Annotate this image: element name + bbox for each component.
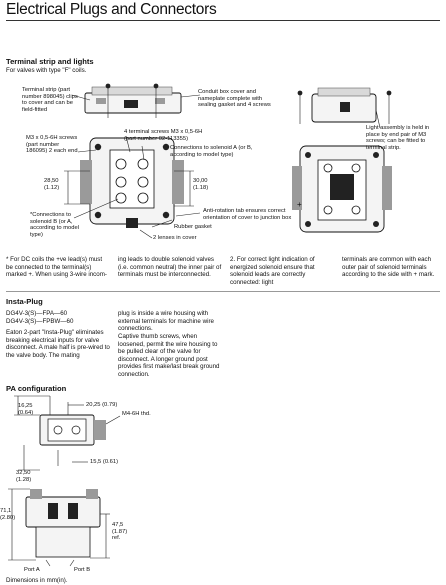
pa-dim-left: 32,50 (1.28) bbox=[16, 470, 32, 483]
dimensions-footnote: Dimensions in mm(in). bbox=[6, 577, 68, 584]
top-view-light bbox=[292, 146, 392, 232]
side-view-light bbox=[298, 88, 392, 128]
pa-dim-mid: 15,5 (0.61) bbox=[90, 459, 119, 465]
label-solenoid-a: Connections to solenoid A (or B, according to model type) bbox=[170, 145, 253, 158]
insta-heading: Insta-Plug bbox=[6, 297, 43, 306]
label-solenoid-b: *Connections to solenoid B (or A, according to model type) bbox=[30, 212, 79, 238]
label-lenses: 2 lenses in cover bbox=[153, 235, 197, 241]
note-terminals-common: terminals are common with each outer pair of solenoid terminals according to the side with + mark. bbox=[342, 256, 435, 278]
label-light-assembly: Light assembly is held in place by end pair of M3 screws; can be fitted to terminal strip. bbox=[366, 125, 430, 151]
port-b-label: Port B bbox=[74, 567, 91, 573]
pa-dim-top: 16,25 (0.64) bbox=[18, 403, 34, 416]
plus-mark: + bbox=[297, 200, 302, 209]
pa-side-view bbox=[8, 489, 110, 566]
insta-model-1: DG4V-3(S)—FPA—60 bbox=[6, 310, 68, 317]
dim-left: 28,50 (1.12) bbox=[44, 178, 60, 191]
terminal-subtitle: For valves with type "F" coils. bbox=[6, 67, 87, 74]
pa-dim-top-2: 20,25 (0.79) bbox=[86, 402, 118, 408]
label-m3-screws: M3 x 0,5-6H screws (part number 186095) 2 each end bbox=[26, 135, 78, 155]
label-terminal-strip: Terminal strip (part number 898045) clips to cover and can be field-fitted bbox=[22, 87, 78, 113]
label-4-terminal-screws: 4 terminal screws M3 x 0,5-6H (part number 02-113355) bbox=[124, 129, 203, 142]
note-incoming-leads: ing leads to double solenoid valves (i.e. common neutral) the inner pair of terminals must be interconnected. bbox=[118, 256, 222, 278]
pa-dim-ref: 47,5 (1.87) ref. bbox=[112, 522, 128, 542]
insta-desc-1: Eaton 2-part "Insta-Plug" eliminates breaking electrical inputs for valve disconnect. A male half is pre-wired to the valve body. The mating bbox=[6, 329, 110, 359]
note-light-indication: 2. For correct light indication of energized solenoid ensure that solenoid leads are correctly connected: light bbox=[230, 256, 315, 286]
section-rule bbox=[6, 291, 440, 292]
side-view-cover bbox=[72, 84, 200, 118]
terminal-heading: Terminal strip and lights bbox=[6, 57, 94, 66]
label-anti-rotation: Anti-rotation tab ensures correct orientation of cover to junction box bbox=[203, 208, 292, 221]
pa-thread-label: M4-6H thd. bbox=[122, 411, 151, 417]
label-rubber-gasket: Rubber gasket bbox=[174, 224, 212, 230]
page-title: Electrical Plugs and Connectors bbox=[6, 1, 217, 18]
note-dc-coils: * For DC coils the +ve lead(s) must be connected to the terminal(s) marked +. When using 3-wire incom- bbox=[6, 256, 107, 278]
pa-dim-height: 71,1 (2.80) bbox=[0, 508, 16, 521]
insta-desc-3: Captive thumb screws, when loosened, permit the wire housing to be pulled clear of the valve for disconnect. A longer ground post provides first make/last break ground connection. bbox=[118, 333, 220, 378]
insta-desc-2: plug is inside a wire housing with external terminals for machine wire connections. bbox=[118, 310, 214, 332]
pa-heading: PA configuration bbox=[6, 384, 67, 393]
insta-model-2: DG4V-3(S)—FPBW—60 bbox=[6, 318, 74, 325]
label-conduit-box: Conduit box cover and nameplate complete with sealing gasket and 4 screws bbox=[198, 89, 271, 109]
dim-right: 30,00 (1.18) bbox=[193, 178, 209, 191]
port-a-label: Port A bbox=[24, 567, 40, 573]
